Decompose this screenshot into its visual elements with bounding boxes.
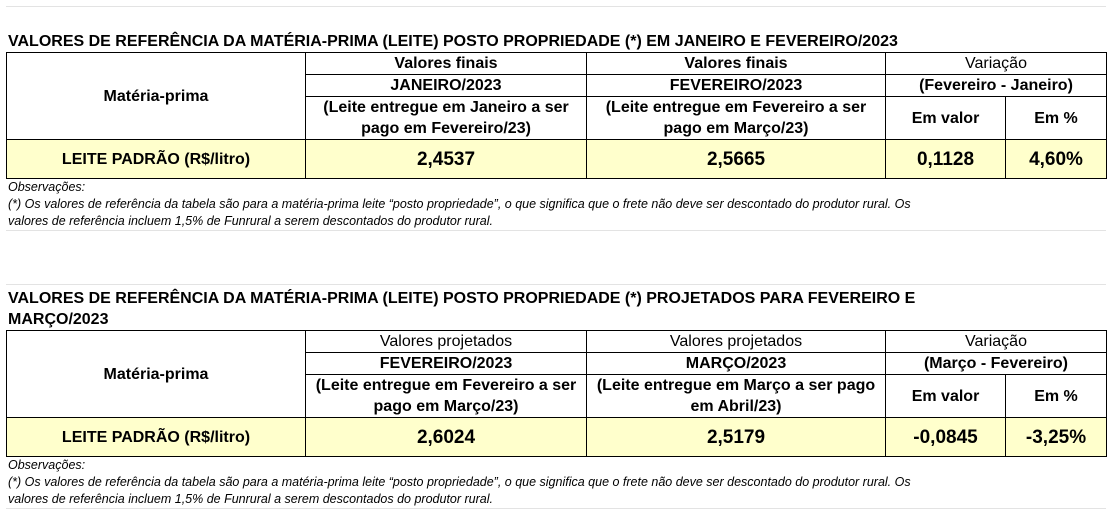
variation-header: Variação	[886, 53, 1107, 75]
variation-value: -0,0845	[886, 418, 1006, 457]
observations-line2: valores de referência incluem 1,5% de Funrural a serem descontados do produtor rural.	[8, 492, 493, 506]
variation-pct-header: Em %	[1006, 375, 1107, 418]
observations-line2: valores de referência incluem 1,5% de Funrural a serem descontados do produtor rural.	[8, 214, 493, 228]
variation-value-header: Em valor	[886, 97, 1006, 140]
col1-header-line1: Valores projetados	[306, 331, 587, 353]
value-january: 2,4537	[306, 140, 587, 179]
reference-sheet-feb-mar	[6, 284, 1106, 509]
value-february: 2,6024	[306, 418, 587, 457]
row-label: LEITE PADRÃO (R$/litro)	[7, 140, 306, 179]
table2-title-line2: MARÇO/2023	[8, 311, 109, 328]
observations-title: Observações:	[8, 458, 86, 472]
observations	[6, 457, 1106, 509]
variation-value: 0,1128	[886, 140, 1006, 179]
matéria-prima-header: Matéria-prima	[7, 53, 306, 140]
observations-title: Observações:	[8, 180, 86, 194]
observations-line1: (*) Os valores de referência da tabela são para a matéria-prima leite “posto propriedade”, o que significa que o frete não deve ser descontado do produtor rural. Os	[8, 197, 911, 211]
observations-line1: (*) Os valores de referência da tabela são para a matéria-prima leite “posto propriedade”, o que significa que o frete não deve ser descontado do produtor rural. Os	[8, 475, 911, 489]
col1-month: FEVEREIRO/2023	[306, 353, 587, 375]
variation-pct: 4,60%	[1006, 140, 1107, 179]
table2	[6, 330, 1107, 457]
col2-header-line1: Valores projetados	[587, 331, 886, 353]
table1-title: VALORES DE REFERÊNCIA DA MATÉRIA-PRIMA (LEITE) POSTO PROPRIEDADE (*) EM JANEIRO E FEVEREIRO/2023	[8, 33, 898, 50]
table1	[6, 52, 1107, 179]
matéria-prima-header: Matéria-prima	[7, 331, 306, 418]
variation-value-header: Em valor	[886, 375, 1006, 418]
variation-subheader: (Março - Fevereiro)	[886, 353, 1107, 375]
value-february: 2,5665	[587, 140, 886, 179]
col1-note: (Leite entregue em Fevereiro a ser pago em Março/23)	[306, 375, 587, 418]
table-row	[7, 140, 1107, 179]
sheet-grid-line	[6, 284, 1106, 307]
col2-month: FEVEREIRO/2023	[587, 75, 886, 97]
col2-note: (Leite entregue em Fevereiro a ser pago em Março/23)	[587, 97, 886, 140]
table2-title-line1: VALORES DE REFERÊNCIA DA MATÉRIA-PRIMA (LEITE) POSTO PROPRIEDADE (*) PROJETADOS PARA FEVEREIRO E	[8, 290, 916, 307]
value-march: 2,5179	[587, 418, 886, 457]
col2-note: (Leite entregue em Março a ser pago em Abril/23)	[587, 375, 886, 418]
col2-month: MARÇO/2023	[587, 353, 886, 375]
variation-header: Variação	[886, 331, 1107, 353]
row-label: LEITE PADRÃO (R$/litro)	[7, 418, 306, 457]
variation-pct: -3,25%	[1006, 418, 1107, 457]
sheet-grid-line	[6, 6, 1106, 29]
table-row	[7, 418, 1107, 457]
reference-sheet-jan-feb	[6, 6, 1106, 231]
variation-pct-header: Em %	[1006, 97, 1107, 140]
col1-note: (Leite entregue em Janeiro a ser pago em Fevereiro/23)	[306, 97, 587, 140]
col2-header-line1: Valores finais	[587, 53, 886, 75]
col1-month: JANEIRO/2023	[306, 75, 587, 97]
variation-subheader: (Fevereiro - Janeiro)	[886, 75, 1107, 97]
col1-header-line1: Valores finais	[306, 53, 587, 75]
observations	[6, 179, 1106, 231]
